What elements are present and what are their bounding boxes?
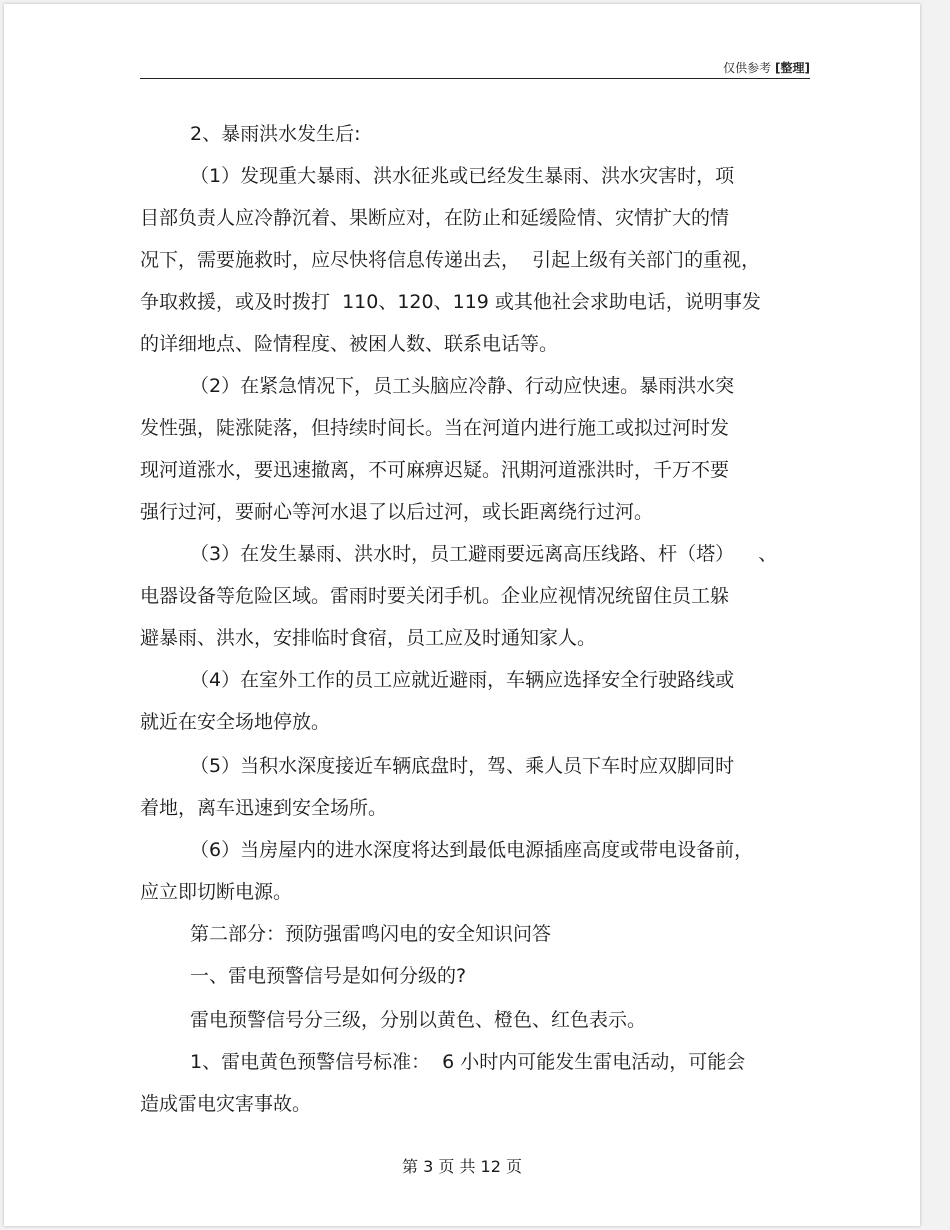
body-line: 避暴雨、洪水，安排临时食宿，员工应及时通知家人。 xyxy=(140,627,597,649)
body-line: 着地，离车迅速到安全场所。 xyxy=(140,797,388,819)
question-heading: 一、雷电预警信号是如何分级的? xyxy=(190,965,467,987)
body-line: （5）当积水深度接近车辆底盘时，驾、乘人员下车时应双脚同时 xyxy=(190,755,735,777)
body-line: 况下，需要施救时，应尽快将信息传递出去， 引起上级有关部门的重视， xyxy=(140,249,761,271)
body-line: 应立即切断电源。 xyxy=(140,881,293,903)
body-line: 电器设备等危险区域。雷雨时要关闭手机。企业应视情况统留住员工躲 xyxy=(140,585,730,607)
body-line: （2）在紧急情况下，员工头脑应冷静、行动应快速。暴雨洪水突 xyxy=(190,375,735,397)
body-line: 现河道涨水，要迅速撤离，不可麻痹迟疑。汛期河道涨洪时，千万不要 xyxy=(140,459,730,481)
body-line: （4）在室外工作的员工应就近避雨，车辆应选择安全行驶路线或 xyxy=(190,669,735,691)
body-line: 目部负责人应冷静沉着、果断应对，在防止和延缓险情、灾情扩大的情 xyxy=(140,207,730,229)
body-line: （6）当房屋内的进水深度将达到最低电源插座高度或带电设备前， xyxy=(190,839,754,861)
header-bracket: [整理] xyxy=(775,61,810,75)
body-line: 就近在安全场地停放。 xyxy=(140,711,331,733)
page-footer: 第 3 页 共 12 页 xyxy=(402,1157,522,1176)
header-rule xyxy=(140,78,810,79)
body-line: 争取救援，或及时拨打 110、120、119 或其他社会求助电话，说明事发 xyxy=(140,291,761,313)
body-line: 的详细地点、险情程度、被困人数、联系电话等。 xyxy=(140,333,559,355)
body-line: 强行过河，要耐心等河水退了以后过河，或长距离绕行过河。 xyxy=(140,501,654,523)
body-line: （3）在发生暴雨、洪水时，员工避雨要远离高压线路、杆（塔） 、 xyxy=(190,543,778,565)
page-header xyxy=(723,59,810,76)
body-line: （1）发现重大暴雨、洪水征兆或已经发生暴雨、洪水灾害时，项 xyxy=(190,165,735,187)
document-page xyxy=(4,4,920,1226)
body-line: 1、雷电黄色预警信号标准： 6 小时内可能发生雷电活动，可能会 xyxy=(190,1051,746,1073)
body-line: 2、暴雨洪水发生后: xyxy=(190,123,361,145)
header-label: 仅供参考 xyxy=(723,61,772,75)
body-line: 雷电预警信号分三级，分别以黄色、橙色、红色表示。 xyxy=(190,1009,647,1031)
body-line: 造成雷电灾害事故。 xyxy=(140,1093,312,1115)
section-heading: 第二部分：预防强雷鸣闪电的安全知识问答 xyxy=(190,923,552,945)
body-line: 发性强，陡涨陡落，但持续时间长。当在河道内进行施工或拟过河时发 xyxy=(140,417,730,439)
